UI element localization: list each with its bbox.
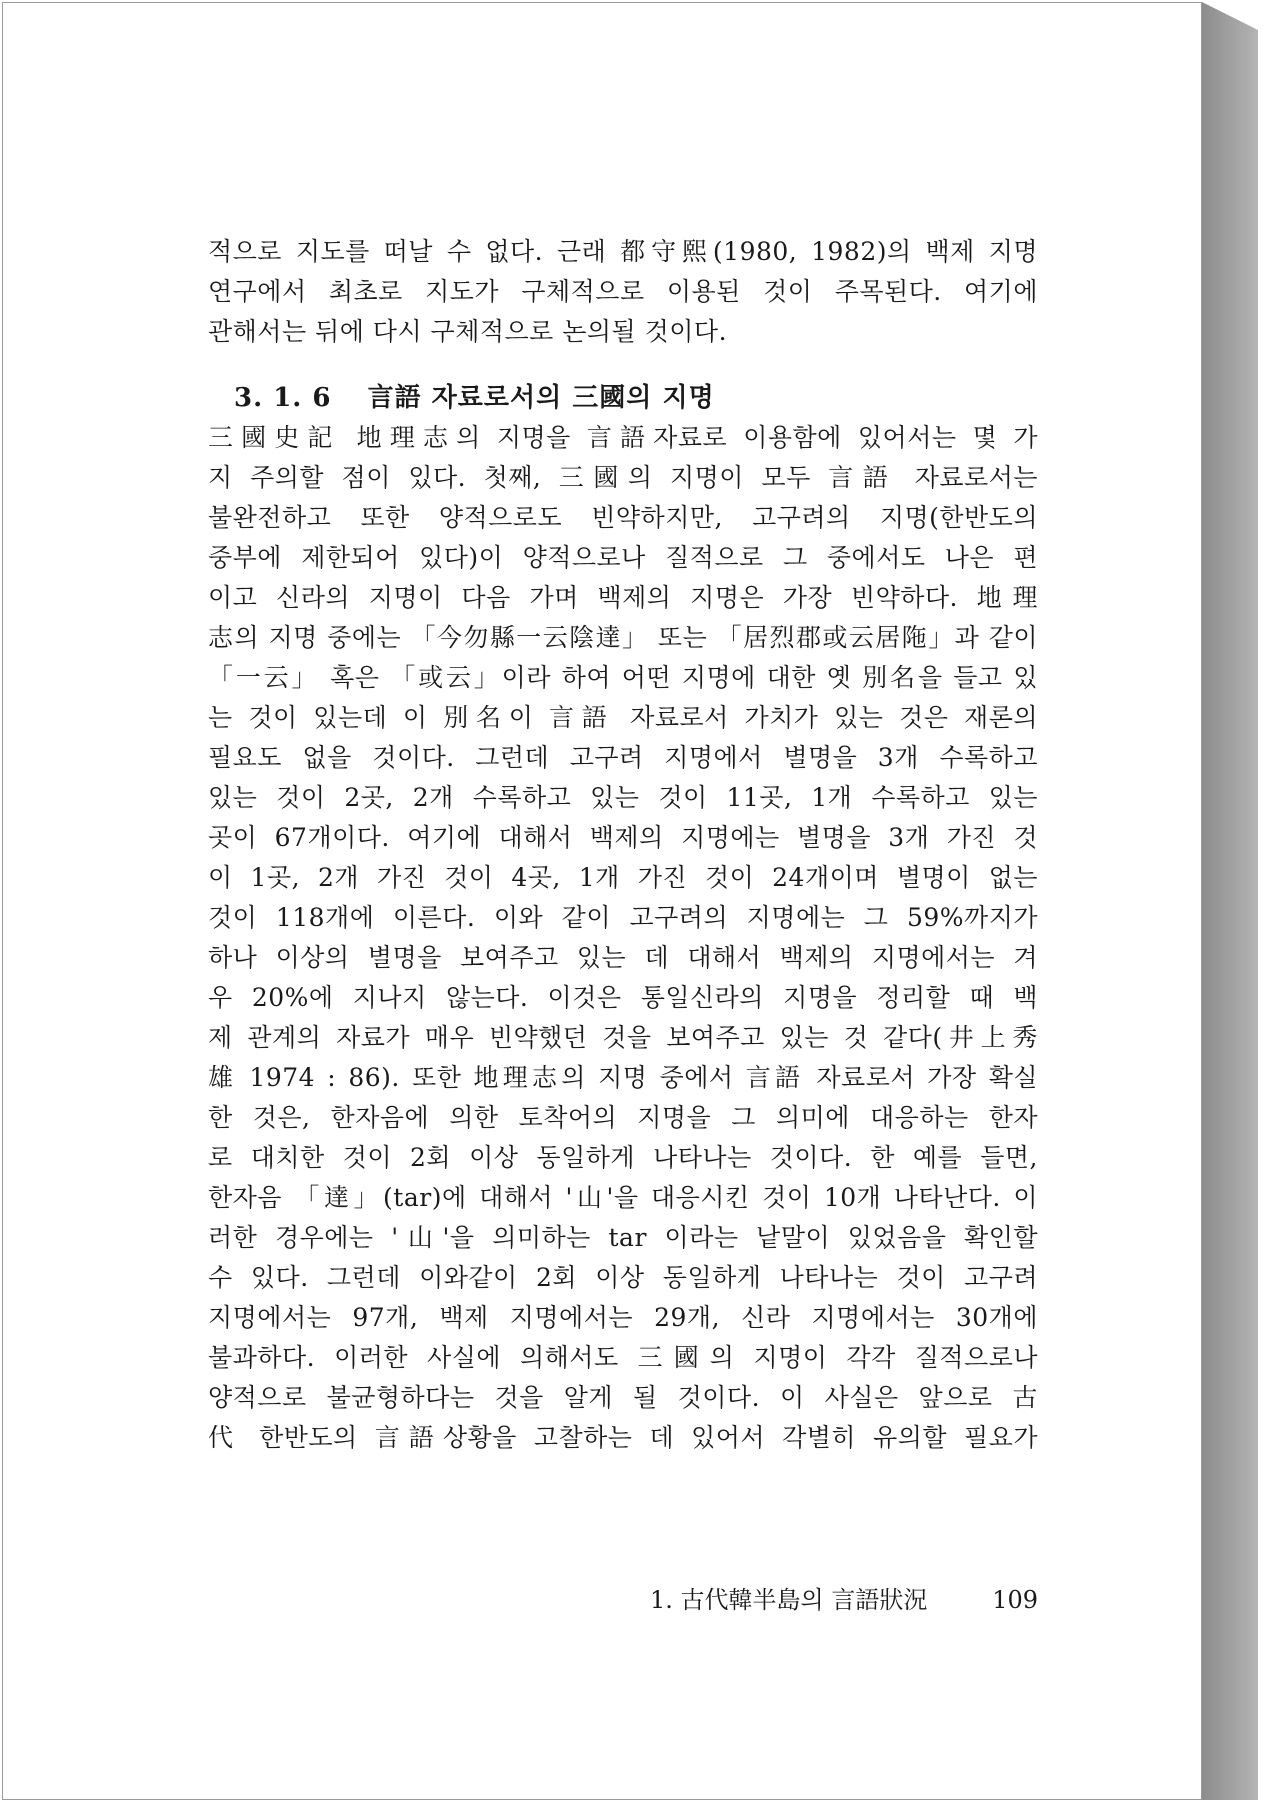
text-line: 불완전하고 또한 양적으로도 빈약하지만, 고구려의 지명(한반도의	[208, 503, 1038, 532]
text-line: 중부에 제한되어 있다)이 양적으로나 질적으로 그 중에서도 나은 편	[208, 543, 1038, 572]
text-line: 지 주의할 점이 있다. 첫째, 三國의 지명이 모두 言語 자료로서는	[208, 463, 1038, 492]
text-line: 러한 경우에는 '山'을 의미하는 tar 이라는 낱말이 있었음을 확인할	[208, 1223, 1038, 1252]
text-line: 代 한반도의 言語상황을 고찰하는 데 있어서 각별히 유의할 필요가	[208, 1423, 1038, 1452]
text-line: 것이 118개에 이른다. 이와 같이 고구려의 지명에는 그 59%까지가	[208, 903, 1038, 932]
text-line: 지명에서는 97개, 백제 지명에서는 29개, 신라 지명에서는 30개에	[208, 1303, 1038, 1332]
text-line: 이 1곳, 2개 가진 것이 4곳, 1개 가진 것이 24개이며 별명이 없는	[208, 863, 1038, 892]
section-title: 言語 자료로서의 三國의 지명	[367, 383, 715, 413]
text-line: 우 20%에 지나지 않는다. 이것은 통일신라의 지명을 정리할 때 백	[208, 983, 1038, 1012]
text-line: 관해서는 뒤에 다시 구체적으로 논의될 것이다.	[208, 317, 728, 346]
text-line: 연구에서 최초로 지도가 구체적으로 이용된 것이 주목된다. 여기에	[208, 277, 1038, 306]
text-line: 곳이 67개이다. 여기에 대해서 백제의 지명에는 별명을 3개 가진 것	[208, 823, 1038, 852]
text-line: 적으로 지도를 떠날 수 없다. 근래 都守熙(1980, 1982)의 백제 지명	[208, 237, 1038, 266]
text-line: 불과하다. 이러한 사실에 의해서도 三國의 지명이 각각 질적으로나	[208, 1343, 1038, 1372]
text-line: 수 있다. 그런데 이와같이 2회 이상 동일하게 나타나는 것이 고구려	[208, 1263, 1038, 1292]
text-line: 三國史記 地理志의 지명을 言語자료로 이용함에 있어서는 몇 가	[208, 423, 1038, 452]
page-footer	[650, 1582, 1038, 1618]
page-edge-shadow	[1202, 2, 1260, 1800]
page-text	[208, 232, 1038, 1458]
text-line: 필요도 없을 것이다. 그런데 고구려 지명에서 별명을 3개 수록하고	[208, 743, 1038, 772]
section-heading	[208, 378, 1038, 418]
text-line: 양적으로 불균형하다는 것을 알게 될 것이다. 이 사실은 앞으로 古	[208, 1383, 1038, 1412]
text-line: 는 것이 있는데 이 別名이 言語 자료로서 가치가 있는 것은 재론의	[208, 703, 1038, 732]
text-line: 제 관계의 자료가 매우 빈약했던 것을 보여주고 있는 것 같다(井上秀	[208, 1023, 1038, 1052]
top-paragraph	[208, 232, 1038, 352]
text-line: 한자음 「達」(tar)에 대해서 '山'을 대응시킨 것이 10개 나타난다. 이	[208, 1183, 1038, 1212]
page-number: 109	[992, 1586, 1038, 1614]
text-line: 志의 지명 중에는 「今勿縣一云陰達」 또는 「居烈郡或云居陁」과 같이	[208, 623, 1038, 652]
text-line: 雄 1974 : 86). 또한 地理志의 지명 중에서 言語 자료로서 가장 확실	[208, 1063, 1038, 1092]
text-line: 로 대치한 것이 2회 이상 동일하게 나타나는 것이다. 한 예를 들면,	[208, 1143, 1038, 1172]
text-line: 하나 이상의 별명을 보여주고 있는 데 대해서 백제의 지명에서는 겨	[208, 943, 1038, 972]
text-line: 「一云」 혹은 「或云」이라 하여 어떤 지명에 대한 옛 別名을 들고 있	[208, 663, 1038, 692]
text-line: 한 것은, 한자음에 의한 토착어의 지명을 그 의미에 대응하는 한자	[208, 1103, 1038, 1132]
text-line: 이고 신라의 지명이 다음 가며 백제의 지명은 가장 빈약하다. 地理	[208, 583, 1038, 612]
running-footer-chapter: 1. 古代韓半島의 言語狀況	[650, 1586, 928, 1614]
body-paragraph	[208, 418, 1038, 1458]
section-number: 3. 1. 6	[234, 383, 332, 413]
text-line: 있는 것이 2곳, 2개 수록하고 있는 것이 11곳, 1개 수록하고 있는	[208, 783, 1038, 812]
